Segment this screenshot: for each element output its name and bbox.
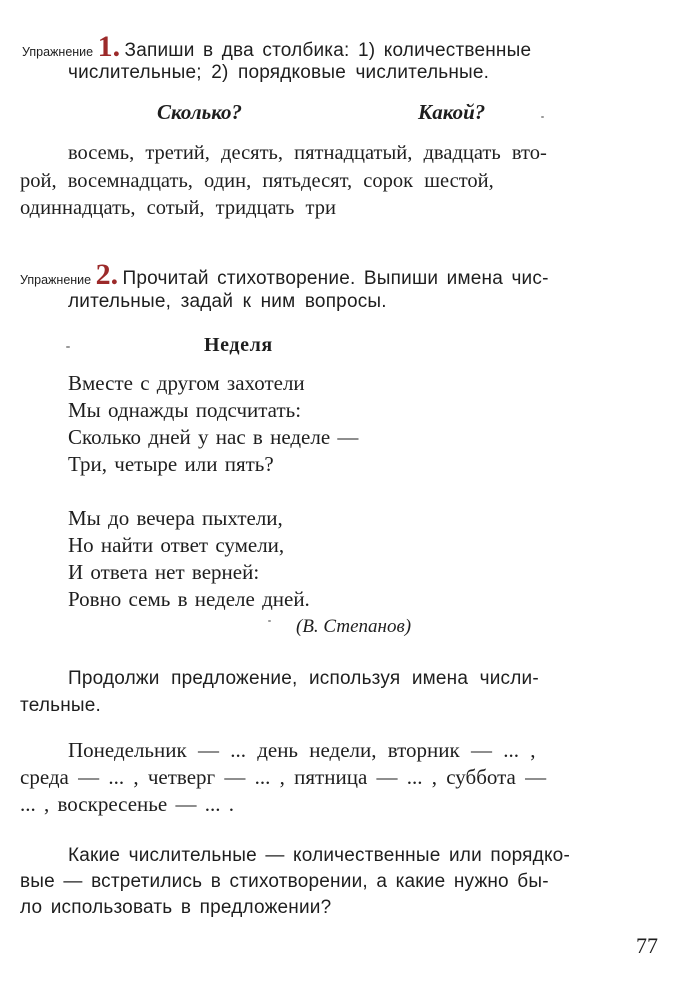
exercise-1-number: 1. — [97, 30, 121, 63]
poem-line: Мы однажды подсчитать: — [68, 398, 302, 422]
question-line-2: вые — встретились в стихотворении, а какие нужно бы- — [20, 871, 549, 892]
sentence-line-1: Понедельник — ... день недели, вторник — ... , — [68, 738, 536, 762]
poem-line: И ответа нет верней: — [68, 560, 260, 584]
poem-line: Сколько дней у нас в неделе — — [68, 425, 359, 449]
exercise-2-number: 2. — [95, 258, 119, 291]
speck — [268, 620, 271, 622]
poem-title: Неделя — [204, 334, 273, 356]
continue-task-line-1: Продолжи предложение, используя имена числи- — [68, 668, 539, 689]
exercise-1-label: Упражнение — [22, 45, 94, 59]
sentence-line-2: среда — ... , четверг — ... , пятница — ... , суббота — — [20, 765, 547, 789]
continue-task-line-2: тельные. — [20, 695, 102, 716]
exercise-2-task-line-2: лительные, задай к ним вопросы. — [68, 291, 387, 312]
sentence-line-3: ... , воскресенье — ... . — [20, 792, 234, 816]
exercise-1-heading — [22, 30, 672, 64]
exercise-1-task-line-2: числительные; 2) порядковые числительные. — [68, 62, 490, 83]
poem-line: Ровно семь в неделе дней. — [68, 587, 310, 611]
poem-author: (В. Степанов) — [296, 616, 412, 637]
speck — [541, 116, 544, 118]
poem-line: Вместе с другом захотели — [68, 371, 305, 395]
word-line-2: рой, восемнадцать, один, пятьдесят, сорок шестой, — [20, 170, 494, 192]
exercise-2-label: Упражнение — [20, 273, 92, 287]
page-number: 77 — [636, 933, 658, 958]
exercise-2-task-line-1: Прочитай стихотворение. Выпиши имена чис- — [122, 268, 549, 289]
word-line-1: восемь, третий, десять, пятнадцатый, двадцать вто- — [68, 142, 547, 164]
poem-line: Три, четыре или пять? — [68, 452, 274, 476]
exercise-1-task-line-1: Запиши в два столбика: 1) количественные — [124, 40, 532, 61]
question-line-1: Какие числительные — количественные или порядко- — [68, 845, 570, 866]
exercise-2-heading — [20, 258, 680, 292]
word-line-3: одиннадцать, сотый, тридцать три — [20, 197, 336, 219]
column-header-how-many: Сколько? — [157, 100, 243, 124]
column-header-which: Какой? — [418, 100, 486, 124]
question-line-3: ло использовать в предложении? — [20, 897, 332, 918]
speck — [66, 346, 70, 348]
poem-line: Мы до вечера пыхтели, — [68, 506, 283, 530]
poem-line: Но найти ответ сумели, — [68, 533, 285, 557]
